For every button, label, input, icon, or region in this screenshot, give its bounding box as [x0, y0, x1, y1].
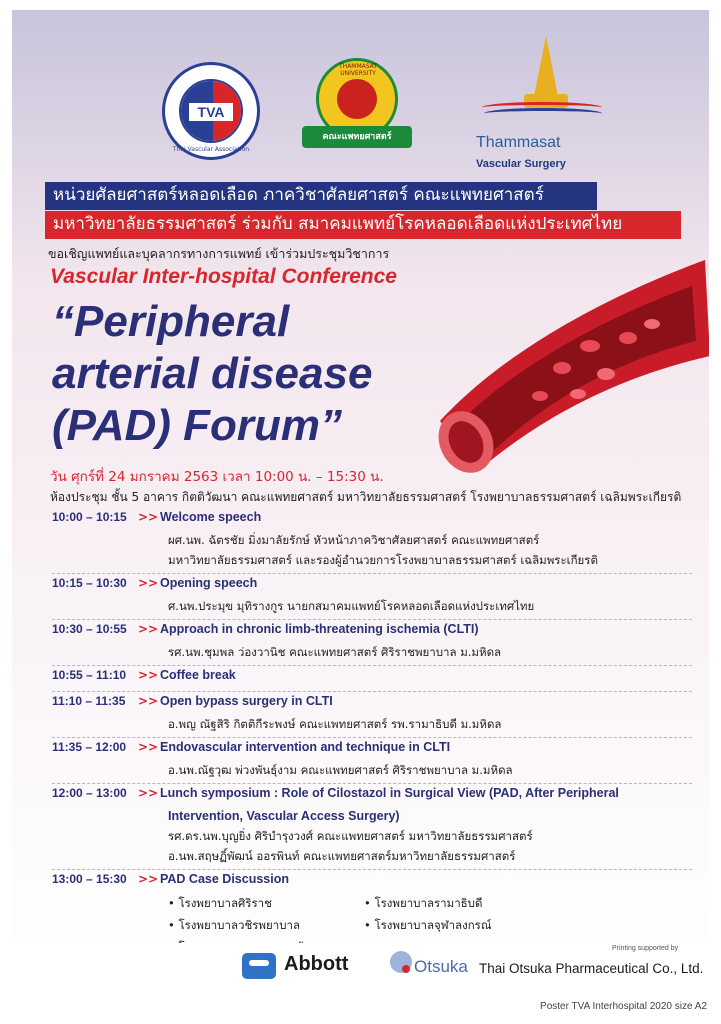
tva-caption: Thai Vascular Association [172, 146, 250, 153]
slot-time: 10:15 – 10:30 [52, 576, 127, 590]
forum-title-line-3: (PAD) Forum” [52, 401, 343, 450]
schedule-slot [52, 738, 692, 784]
footer-note: Poster TVA Interhospital 2020 size A2 [540, 1001, 707, 1012]
slot-time: 13:00 – 15:30 [52, 872, 127, 886]
tva-emblem [179, 79, 243, 143]
otsuka-name: Otsuka [414, 957, 468, 976]
hospital-item: • โรงพยาบาลศิริราช [168, 896, 272, 910]
event-venue: ห้องประชุม ชั้น 5 อาคาร กิตติวัฒนา คณะแพทยศาสตร์ มหาวิทยาลัยธรรมศาสตร์ โรงพยาบาลธรรมศาสตร์ เฉลิมพระเกียรติ [50, 490, 682, 504]
forum-title-line-1: “Peripheral [52, 297, 290, 346]
schedule-slot [52, 784, 692, 870]
slot-topic: Open bypass surgery in CLTI [160, 694, 333, 708]
tva-mark: TVA [189, 103, 233, 121]
slot-speaker: ศ.นพ.ประมุข มุทิรางกูร นายกสมาคมแพทย์โรคหลอดเลือดแห่งประเทศไทย [168, 599, 535, 613]
sponsor-bar [12, 943, 709, 993]
slot-topic-continued: Intervention, Vascular Access Surgery) [168, 809, 400, 823]
tvs-sub: Vascular Surgery [476, 158, 566, 170]
chevron-right-icon: >> [138, 576, 159, 590]
seal-ring-text: THAMMASAT UNIVERSITY [339, 63, 377, 77]
tvs-name: Thammasat [476, 134, 561, 151]
slot-time: 10:30 – 10:55 [52, 622, 127, 636]
poster [12, 10, 709, 993]
thai-otsuka-name: Thai Otsuka Pharmaceutical Co., Ltd. [479, 961, 704, 976]
conference-title: Vascular Inter-hospital Conference [50, 265, 397, 288]
hospital-item: • โรงพยาบาลวชิรพยาบาล [168, 918, 301, 932]
chevron-right-icon: >> [138, 740, 159, 754]
slot-speaker: ผศ.นพ. ฉัตรชัย มิ่งมาลัยรักษ์ หัวหน้าภาควิชาศัลยศาสตร์ คณะแพทยศาสตร์ [168, 533, 540, 547]
faculty-ribbon: คณะแพทยศาสตร์ [302, 126, 412, 148]
slot-time: 11:35 – 12:00 [52, 740, 127, 754]
slot-time: 12:00 – 13:00 [52, 786, 127, 800]
slot-speaker: รศ.ดร.นพ.บุญยิ่ง ศิริบำรุงวงศ์ คณะแพทยศาสตร์ มหาวิทยาลัยธรรมศาสตร์ [168, 829, 533, 843]
chevron-right-icon: >> [138, 872, 159, 886]
slot-time: 10:00 – 10:15 [52, 510, 127, 524]
header-band-university: มหาวิทยาลัยธรรมศาสตร์ ร่วมกับ สมาคมแพทย์โรคหลอดเลือดแห่งประเทศไทย [45, 211, 681, 239]
slot-time: 10:55 – 11:10 [52, 668, 127, 682]
abbott-name: Abbott [284, 953, 349, 975]
spire-icon [534, 36, 558, 96]
slot-topic: Endovascular intervention and technique in CLTI [160, 740, 451, 754]
slot-topic: Welcome speech [160, 510, 262, 524]
schedule-slot [52, 692, 692, 738]
thammasat-vascular-logo [462, 36, 602, 170]
schedule-slot [52, 574, 692, 620]
chevron-right-icon: >> [138, 510, 159, 524]
slot-speaker: อ.พญ ณัฐสิริ กิตติกีระพงษ์ คณะแพทยศาสตร์ รพ.รามาธิบดี ม.มหิดล [168, 717, 502, 731]
slot-speaker: รศ.นพ.ชุมพล ว่องวานิช คณะแพทยศาสตร์ ศิริราชพยาบาล ม.มหิดล [168, 645, 502, 659]
event-date: วัน ศุกร์ที่ 24 มกราคม 2563 เวลา 10:00 น. – 15:30 น. [50, 469, 384, 485]
schedule-slot [52, 666, 692, 692]
schedule-slot [52, 508, 692, 574]
hospital-item: • โรงพยาบาลจุฬาลงกรณ์ [364, 918, 492, 932]
slot-topic: PAD Case Discussion [160, 872, 289, 886]
slot-speaker: อ.นพ.สฤษฏิ์พัฒน์ ออรพินท์ คณะแพทยศาสตร์มหาวิทยาลัยธรรมศาสตร์ [168, 849, 516, 863]
abbott-logo-icon [242, 953, 276, 979]
printing-supported-label: Printing supported by [612, 945, 679, 952]
header-band-department: หน่วยศัลยศาสตร์หลอดเลือด ภาควิชาศัลยศาสตร์ คณะแพทยศาสตร์ [45, 182, 597, 210]
artery-illustration [430, 246, 709, 476]
forum-title [52, 296, 372, 452]
chevron-right-icon: >> [138, 668, 159, 682]
thammasat-university-logo [302, 58, 412, 158]
chevron-right-icon: >> [138, 786, 159, 800]
slot-speaker: อ.นพ.ณัฐวุฒ พ่วงพันธุ์งาม คณะแพทยศาสตร์ ศิริราชพยาบาล ม.มหิดล [168, 763, 513, 777]
slot-topic: Approach in chronic limb-threatening ischemia (CLTI) [160, 622, 479, 636]
slot-speaker: มหาวิทยาลัยธรรมศาสตร์ และรองผู้อำนวยการโรงพยาบาลธรรมศาสตร์ เฉลิมพระเกียรติ [168, 553, 598, 567]
slot-topic: Lunch symposium : Role of Cilostazol in Surgical View (PAD, After Peripheral [160, 786, 619, 800]
tva-logo [162, 62, 260, 160]
chevron-right-icon: >> [138, 622, 159, 636]
slot-time: 11:10 – 11:35 [52, 694, 126, 708]
hospital-item: • โรงพยาบาลรามาธิบดี [364, 896, 483, 910]
slot-topic: Opening speech [160, 576, 258, 590]
chevron-right-icon: >> [138, 694, 159, 708]
schedule [52, 508, 692, 961]
invitation-text: ขอเชิญแพทย์และบุคลากรทางการแพทย์ เข้าร่วมประชุมวิชาการ [48, 246, 390, 261]
schedule-slot [52, 620, 692, 666]
slot-topic: Coffee break [160, 668, 236, 682]
forum-title-line-2: arterial disease [52, 349, 373, 398]
